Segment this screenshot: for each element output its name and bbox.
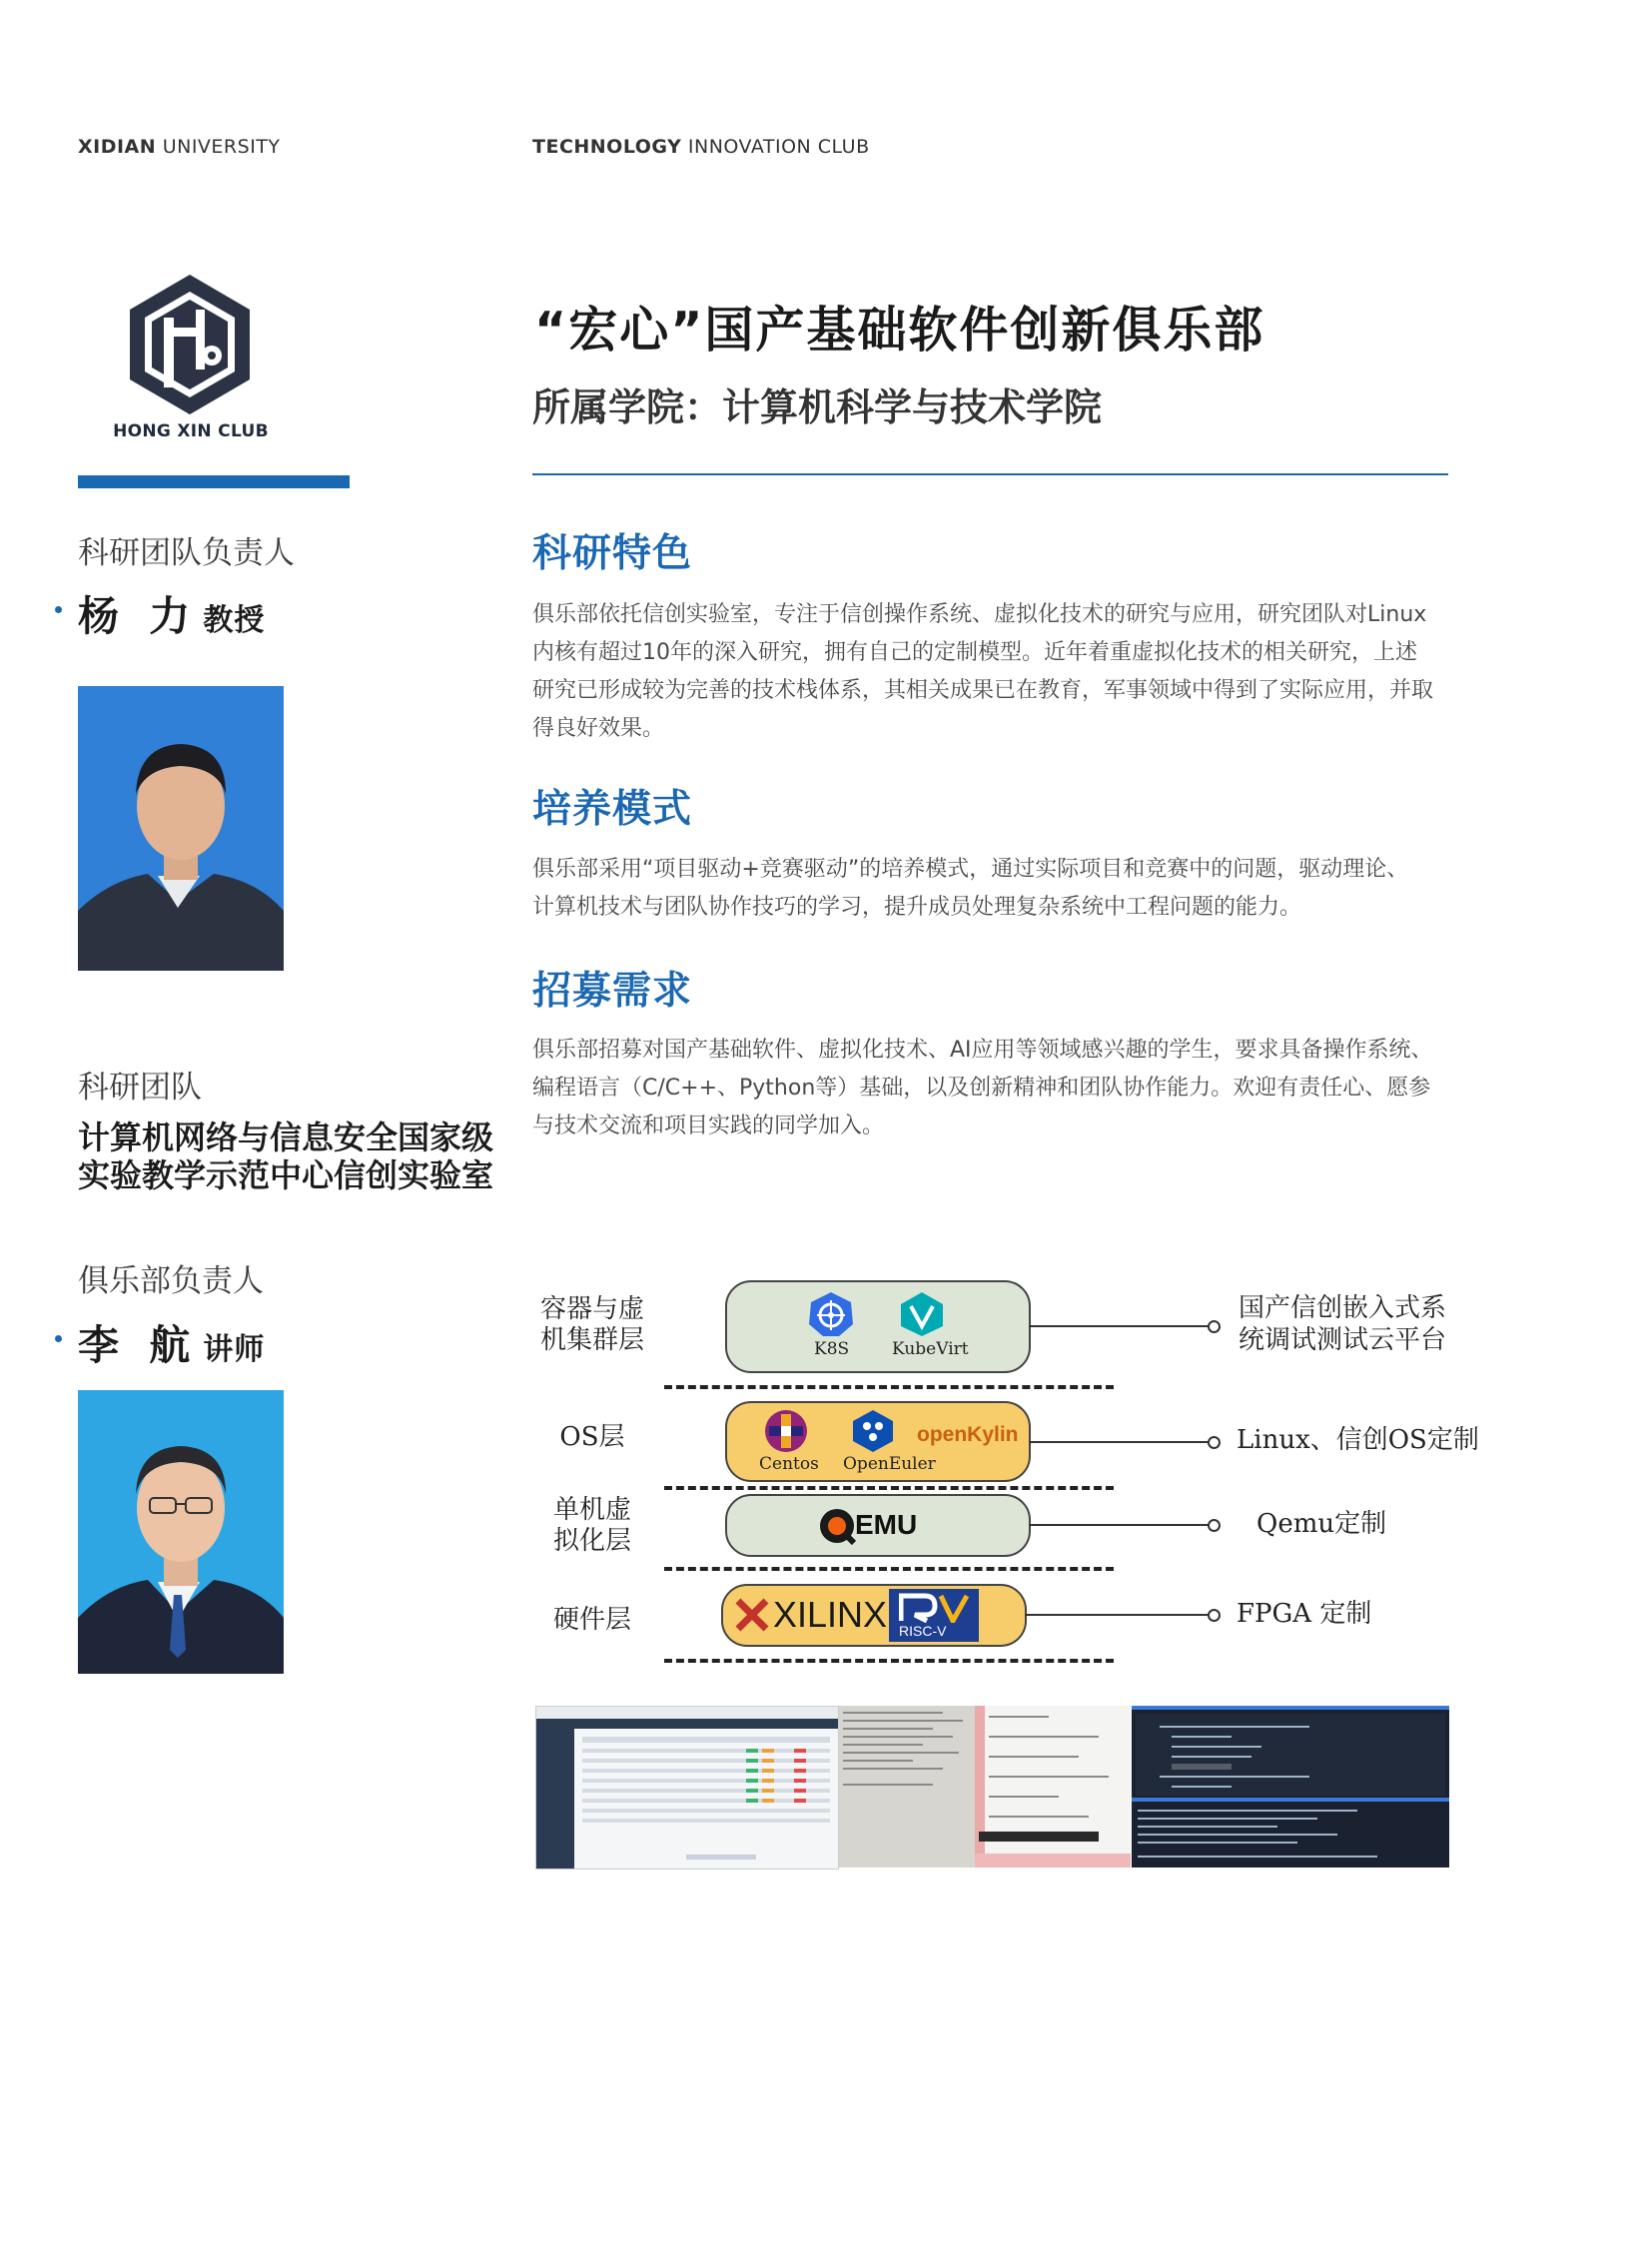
terminal-screenshot	[1132, 1706, 1449, 1868]
connector-line	[1029, 1325, 1209, 1327]
bullet-dot	[55, 606, 62, 613]
club-leader-name: 李 航	[78, 1321, 199, 1369]
section-paragraph	[532, 1032, 1451, 1145]
club-leader-title: 讲师	[203, 1332, 266, 1367]
team-name-line1: 计算机网络与信息安全国家级	[78, 1119, 494, 1156]
divider	[532, 473, 1448, 475]
leader-name-row	[78, 583, 265, 642]
layer-description: Qemu定制	[1256, 1509, 1387, 1539]
openkylin-logo: openKylin	[917, 1423, 1019, 1446]
para-line: 内核有超过10年的深入研究，拥有自己的定制模型。近年着重虚拟化技术的相关研究，上述	[532, 640, 1417, 665]
team-name-line2: 实验教学示范中心信创实验室	[78, 1156, 494, 1194]
team-label: 科研团队	[78, 1070, 202, 1106]
xilinx-logo-text: XILINX	[773, 1594, 888, 1635]
leader-photo	[78, 686, 284, 971]
para-line: 俱乐部依托信创实验室，专注于信创操作系统、虚拟化技术的研究与应用，研究团队对Linux	[532, 602, 1427, 627]
layer-label: 单机虚 拟化层	[552, 1495, 631, 1556]
layer-divider	[664, 1567, 1114, 1571]
layer-label: 容器与虚 机集群层	[539, 1294, 644, 1355]
connector-line	[1029, 1441, 1209, 1443]
layer-pill	[725, 1280, 1031, 1373]
para-line: 计算机技术与团队协作技巧的学习，提升成员处理复杂系统中工程问题的能力。	[532, 895, 1302, 920]
section-heading: 科研特色	[532, 531, 693, 576]
layer-divider	[664, 1486, 1114, 1490]
logo-label: OpenEuler	[843, 1454, 936, 1474]
layer-description: FPGA 定制	[1237, 1599, 1372, 1629]
club-leader-photo	[78, 1390, 284, 1674]
logo-label: K8S	[814, 1339, 850, 1359]
risc-v-logo	[889, 1589, 979, 1642]
section-heading: 招募需求	[532, 969, 693, 1014]
connector-dot	[1208, 1436, 1221, 1449]
xilinx-icon	[735, 1598, 769, 1636]
connector-line	[1025, 1614, 1209, 1616]
openeuler-icon	[849, 1408, 897, 1458]
layer-pill	[721, 1584, 1027, 1647]
page-title: “宏心”国产基础软件创新俱乐部	[534, 302, 1265, 359]
logo-label: Centos	[759, 1454, 819, 1474]
leader-name: 杨 力	[78, 592, 199, 640]
layer-divider	[664, 1385, 1114, 1389]
para-line: 编程语言（C/C++、Python等）基础，以及创新精神和团队协作能力。欢迎有责任心、愿参	[532, 1076, 1431, 1101]
layer-description: Linux、信创OS定制	[1237, 1425, 1479, 1455]
layer-pill	[725, 1401, 1031, 1482]
risc-v-label: RISC-V	[899, 1623, 947, 1639]
para-line: 与技术交流和项目实践的同学加入。	[532, 1114, 885, 1138]
connector-dot	[1208, 1609, 1221, 1622]
kubevirt-icon	[897, 1290, 947, 1342]
para-line: 俱乐部招募对国产基础软件、虚拟化技术、AI应用等领域感兴趣的学生，要求具备操作系统、	[532, 1038, 1433, 1063]
club-leader-name-row	[78, 1312, 265, 1371]
connector-dot	[1208, 1519, 1221, 1532]
club-logo-name: HONG XIN CLUB	[113, 421, 269, 441]
page-subtitle: 所属学院：计算机科学与技术学院	[532, 385, 1103, 429]
team-name	[78, 1119, 493, 1194]
kubernetes-icon	[807, 1290, 855, 1342]
logo-label: KubeVirt	[892, 1339, 969, 1359]
layer-pill	[725, 1494, 1031, 1557]
connector-line	[1029, 1524, 1209, 1526]
layer-divider	[664, 1659, 1114, 1663]
leader-label: 科研团队负责人	[78, 535, 295, 571]
para-line: 俱乐部采用“项目驱动+竞赛驱动”的培养模式，通过实际项目和竞赛中的问题，驱动理论、	[532, 857, 1409, 882]
header-club: TECHNOLOGY INNOVATION CLUB	[532, 136, 870, 158]
dashboard-screenshot	[535, 1706, 839, 1869]
connector-dot	[1208, 1320, 1221, 1333]
header-university: XIDIAN UNIVERSITY	[78, 136, 281, 158]
bullet-dot	[55, 1335, 62, 1342]
layer-label: 硬件层	[552, 1605, 631, 1635]
para-line: 研究已形成较为完善的技术栈体系，其相关成果已在教育，军事领域中得到了实际应用，并取	[532, 678, 1434, 703]
centos-icon	[763, 1408, 809, 1458]
section-paragraph	[532, 596, 1451, 748]
club-leader-label: 俱乐部负责人	[78, 1263, 264, 1299]
qemu-logo-text: EMU	[855, 1509, 918, 1540]
accent-bar	[78, 475, 350, 488]
qemu-icon	[818, 1507, 856, 1549]
section-paragraph	[532, 851, 1451, 927]
section-heading: 培养模式	[532, 787, 693, 832]
layer-description: 国产信创嵌入式系 统调试测试云平台	[1239, 1293, 1447, 1355]
editor-screenshot	[839, 1706, 1131, 1868]
para-line: 得良好效果。	[532, 716, 665, 741]
layer-label: OS层	[559, 1422, 625, 1452]
leader-title: 教授	[203, 603, 266, 638]
